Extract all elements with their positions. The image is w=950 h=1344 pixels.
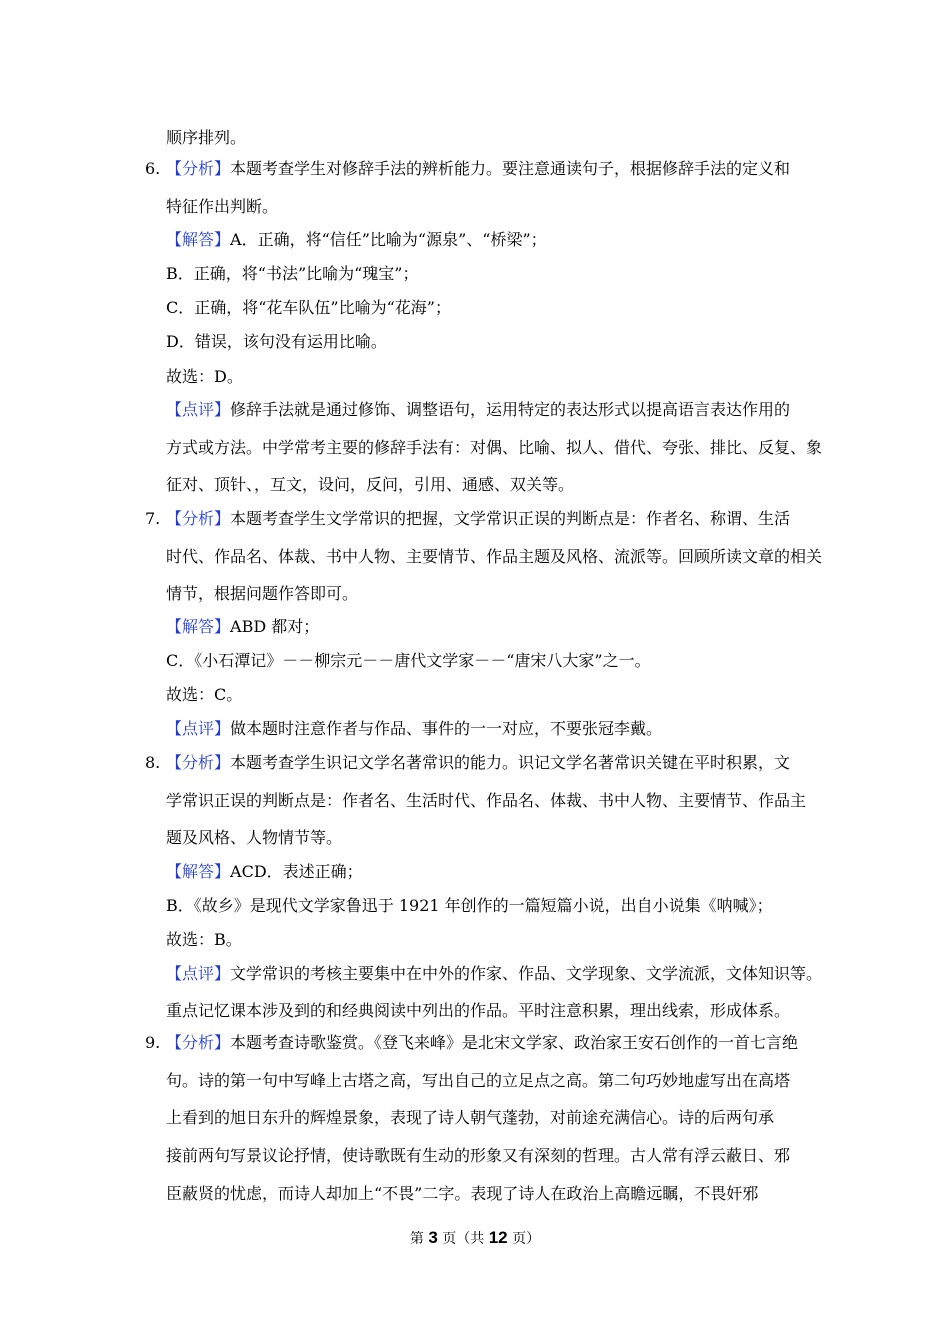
section-tag: 【分析】	[166, 753, 231, 772]
text-line	[166, 1183, 758, 1205]
line-text: C．《小石潭记》－－柳宗元－－唐代文学家－－“唐宋八大家”之一。	[166, 651, 651, 670]
line-text: 臣蔽贤的忧虑，而诗人却加上“不畏”二字。表现了诗人在政治上高瞻远瞩，不畏奸邪	[166, 1184, 759, 1203]
text-line	[166, 963, 822, 985]
line-text: 情节，根据问题作答即可。	[166, 584, 359, 603]
line-text: 题及风格、人物情节等。	[166, 828, 343, 847]
text-line	[166, 752, 790, 774]
line-text: 本题考查学生文学常识的把握，文学常识正误的判断点是：作者名、称谓、生活	[230, 509, 791, 528]
line-text: B．正确，将“书法”比喻为“瑰宝”；	[166, 264, 419, 283]
section-tag: 【分析】	[166, 159, 231, 178]
line-text: 重点记忆课本涉及到的和经典阅读中列出的作品。平时注意积累，理出线索，形成体系。	[166, 1001, 791, 1020]
text-line	[166, 263, 418, 285]
line-text: 时代、作品名、体裁、书中人物、主要情节、作品主题及风格、流派等。回顾所读文章的相关	[166, 547, 823, 566]
line-text: B．《故乡》是现代文学家鲁迅于 1921 年创作的一篇短篇小说，出自小说集《呐喊》；	[166, 896, 773, 915]
line-text: 顺序排列。	[166, 128, 247, 147]
text-line	[166, 546, 822, 568]
section-tag: 【分析】	[166, 509, 231, 528]
section-tag: 【点评】	[166, 400, 231, 419]
text-line	[166, 331, 387, 353]
text-line	[166, 127, 246, 149]
text-line	[166, 297, 451, 319]
line-text: 本题考查诗歌鉴赏。《登飞来峰》是北宋文学家、政治家王安石创作的一首七言绝	[230, 1033, 799, 1052]
text-line	[166, 616, 319, 638]
line-text: 接前两句写景议论抒情，使诗歌既有生动的形象又有深刻的哲理。古人常有浮云蔽日、邪	[166, 1146, 791, 1165]
question-number: 6.	[145, 159, 161, 178]
text-line	[166, 895, 773, 917]
footer-prefix: 第	[409, 1231, 429, 1247]
line-text: 故选：C。	[166, 685, 243, 704]
line-text: 故选：D。	[166, 367, 243, 386]
question-number: 8.	[145, 753, 161, 772]
line-text: 句。诗的第一句中写峰上古塔之高，写出自己的立足点之高。第二句巧妙地虚写出在高塔	[166, 1071, 791, 1090]
question-number: 7.	[145, 509, 161, 528]
text-line	[166, 929, 242, 951]
text-line	[166, 399, 790, 421]
line-text: 方式或方法。中学常考主要的修辞手法有：对偶、比喻、拟人、借代、夸张、排比、反复、象	[166, 438, 823, 457]
text-line	[166, 474, 574, 496]
line-text: 征对、顶针、，互文，设问，反问，引用、通感、双关等。	[166, 475, 575, 494]
text-line	[166, 1032, 798, 1054]
footer-total-pages: 12	[488, 1228, 508, 1247]
line-text: D．错误，该句没有运用比喻。	[166, 332, 387, 351]
text-line	[166, 1070, 790, 1092]
text-line	[166, 827, 342, 849]
text-line	[166, 158, 790, 180]
line-text: 上看到的旭日东升的辉煌景象，表现了诗人朝气蓬勃，对前途充满信心。诗的后两句承	[166, 1108, 775, 1127]
line-text: A．正确，将“信任”比喻为“源泉”、“桥梁”；	[230, 230, 547, 249]
text-line	[166, 684, 242, 706]
text-line	[166, 718, 662, 740]
text-line	[166, 437, 822, 459]
page-footer	[0, 1228, 950, 1249]
section-tag: 【解答】	[166, 230, 231, 249]
line-text: 学常识正误的判断点是：作者名、生活时代、作品名、体裁、书中人物、主要情节、作品主	[166, 791, 807, 810]
line-text: 故选：B。	[166, 930, 242, 949]
section-tag: 【点评】	[166, 719, 231, 738]
line-text: 特征作出判断。	[166, 197, 279, 216]
section-tag: 【分析】	[166, 1033, 231, 1052]
line-text: 本题考查学生识记文学名著常识的能力。识记文学名著常识关键在平时积累，文	[230, 753, 791, 772]
text-line	[166, 650, 651, 672]
line-text: 本题考查学生对修辞手法的辨析能力。要注意通读句子，根据修辞手法的定义和	[230, 159, 791, 178]
footer-page-number: 3	[428, 1228, 438, 1247]
text-line	[166, 229, 547, 251]
section-tag: 【点评】	[166, 964, 231, 983]
line-text: ACD．表述正确；	[230, 862, 363, 881]
section-tag: 【解答】	[166, 862, 231, 881]
text-line	[166, 1000, 790, 1022]
text-line	[166, 1145, 790, 1167]
text-line	[166, 790, 806, 812]
line-text: ABD 都对；	[230, 617, 320, 636]
section-tag: 【解答】	[166, 617, 231, 636]
footer-middle: 页（共	[437, 1231, 489, 1247]
line-text: 做本题时注意作者与作品、事件的一一对应，不要张冠李戴。	[230, 719, 663, 738]
question-number: 9.	[145, 1033, 161, 1052]
text-line	[166, 861, 363, 883]
line-text: 文学常识的考核主要集中在中外的作家、作品、文学现象、文学流派，文体知识等。	[230, 964, 823, 983]
footer-suffix: 页）	[507, 1231, 541, 1247]
text-line	[166, 508, 790, 530]
line-text: C．正确，将“花车队伍”比喻为“花海”；	[166, 298, 451, 317]
text-line	[166, 366, 243, 388]
text-line	[166, 583, 358, 605]
text-line	[166, 196, 278, 218]
line-text: 修辞手法就是通过修饰、调整语句，运用特定的表达形式以提高语言表达作用的	[230, 400, 791, 419]
text-line	[166, 1107, 774, 1129]
